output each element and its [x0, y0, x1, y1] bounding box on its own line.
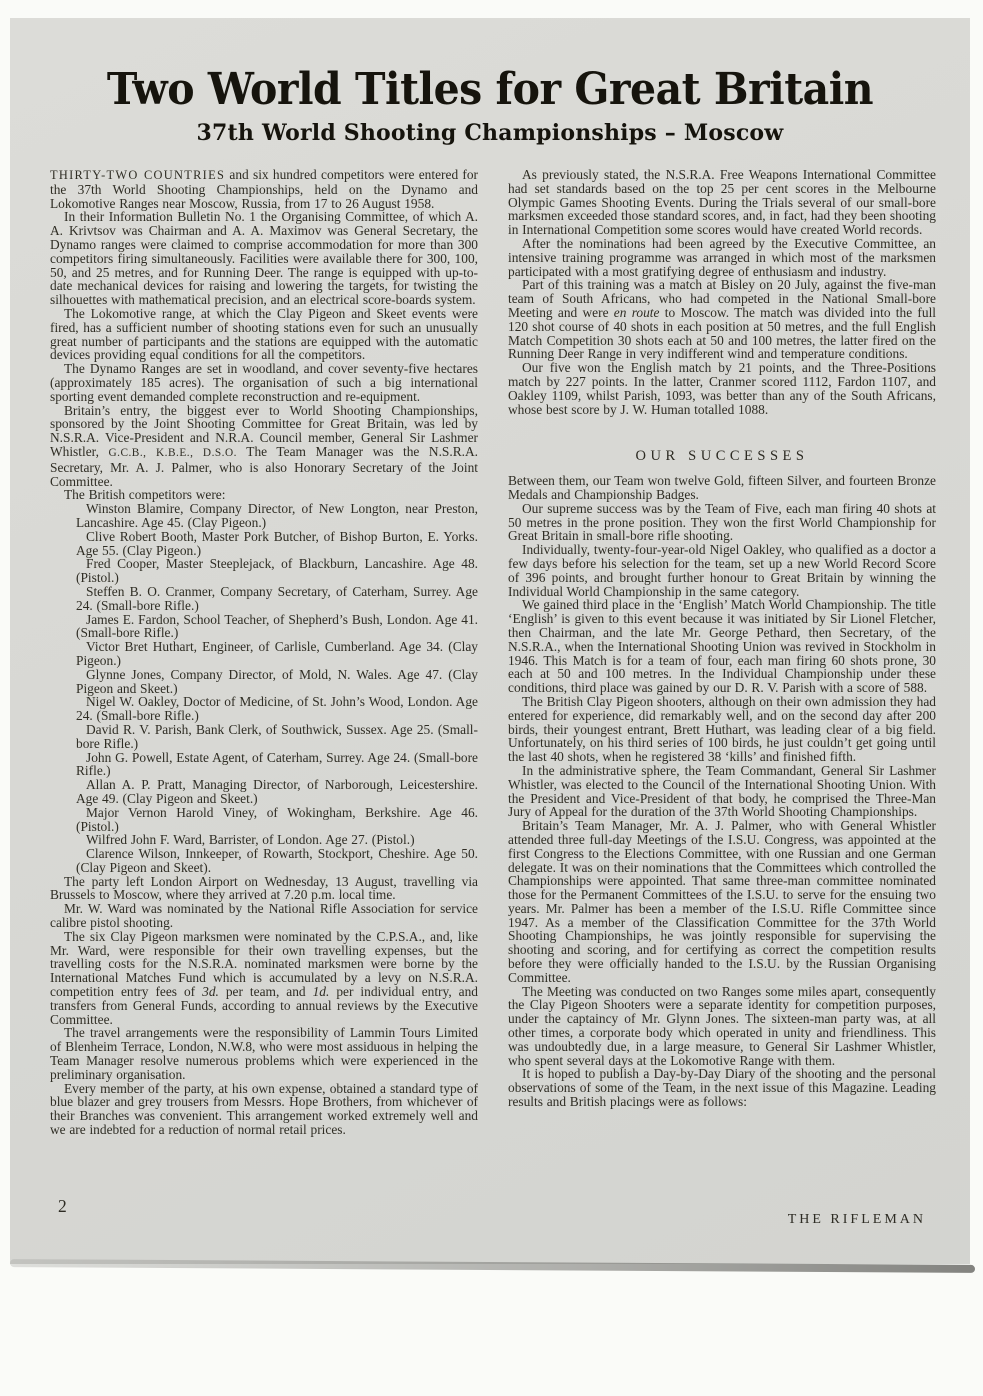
paragraph: Every member of the party, at his own expense, obtained a standard type of blue blazer and grey trousers from Messrs. Hope Brothers, from whichever of their Branches was convenient. This arrangement worked extremely well and we are indebted for a reduction of normal retail prices. — [50, 1080, 478, 1138]
paragraph: The six Clay Pigeon marksmen were nominated by the C.P.S.A., and, like Mr. Ward, were responsible for their own travelling expenses, but the travelling costs for the N.S.R.A. nominated marksmen were borne by the International Matches Fund which is accumulated by a levy on N.S.R.A. competition entry fees of 3d. per team, and 1d. per individual entry, and transfers from General Funds, according to annual reviews by the Executive Committee. — [50, 928, 479, 1027]
section-heading-our-successes: OUR SUCCESSES — [635, 448, 809, 465]
paragraph: Part of this training was a match at Bisley on 20 July, against the five-man team of South Africans, who had competed in the National Small-bore Meeting and were en route to Moscow. The match was divided into the full 120 shot course of 40 shots in each position at 50 metres, and the full English Match Competition 30 shots each at 50 and 100 metres, the latter fired on the Running Deer Range in very indifferent wind and temperature conditions. — [508, 277, 937, 362]
paragraph: Britain’s Team Manager, Mr. A. J. Palmer, who with General Whistler attended three full-day Meetings of the I.S.U. Congress, was appointed at the first Congress to the Elections Committee, with one Russian and one German delegate. It was on their nominations that the Committees which controlled the Championships were appointed. That same three-man committee nominated those for the Permanent Committees of the I.S.U. to serve for the ensuing two years. Mr. Palmer has been a member of the I.S.U. Rifle Committee since 1947. As a member of the Classification Committee for the 37th World Shooting Championships, he was jointly responsible for supervising the shooting and scoring, and for certifying as correct the competition results before they were officially handed to the I.S.U. by the Russian Organising Committee. — [508, 818, 936, 985]
paragraph: It is hoped to publish a Day-by-Day Diary of the shooting and the personal observations of some of the Team, in the next issue of this Magazine. Leading results and British placings were as follows: — [508, 1066, 936, 1110]
competitor-item: Wilfred John F. Ward, Barrister, of London. Age 27. (Pistol.) — [86, 832, 415, 848]
paragraph: We gained third place in the ‘English’ Match World Championship. The title ‘English’ is given to this event because it was initiated by Sir Lionel Fletcher, then Chairman, and the late Mr. George Pethard, then Secretary, of the N.S.R.A., when the International Shooting Union was revived in Stockholm in 1946. This Match is for a team of four, each man firing 60 shots prone, 30 each at 50 and 100 metres. In the Individual Championship under these conditions, third place was gained by our D. R. V. Parish with a score of 588. — [508, 597, 936, 696]
competitor-item: David R. V. Parish, Bank Clerk, of Southwick, Sussex. Age 25. (Small-bore Rifle.) — [76, 721, 478, 751]
competitor-list — [76, 502, 478, 875]
left-column — [50, 168, 478, 1137]
right-column — [508, 168, 936, 1137]
paragraph: The Meeting was conducted on two Ranges some miles apart, consequently the Clay Pigeon Shooters were a separate identity for competition purposes, under the captaincy of Mr. Glynn Jones. The sixteen-man party was, at all other times, a corporate body which operated in unity and friendliness. This was undoubtedly due, in a large measure, to General Sir Lashmer Whistler, who spent several days at the Lokomotive Range with them. — [508, 983, 936, 1068]
paragraph: Individually, twenty-four-year-old Nigel Oakley, who qualified as a doctor a few days before his selection for the team, set up a new World Record Score of 396 points, and brought further honour to Great Britain by winning the Individual World Championship in the same category. — [508, 542, 936, 599]
paragraph: The British Clay Pigeon shooters, although on their own admission they had entered for experience, did remarkably well, and on the second day after 200 birds, their youngest entrant, Brett Huthart, was leading clear of a big field. Unfortunately, on his third series of 100 birds, he just couldn’t get going until the last 40 shots, when he registered 38 ‘kills’ and finished fifth. — [508, 693, 936, 765]
paragraph: The Dynamo Ranges are set in woodland, and cover seventy-five hectares (approximately 185 acres). The organisation of such a big international sporting event demanded complete reconstruction and re-equipment. — [50, 361, 478, 404]
competitor-item: Glynne Jones, Company Director, of Mold, N. Wales. Age 47. (Clay Pigeon and Skeet.) — [76, 666, 478, 696]
competitors-intro: The British competitors were: — [64, 487, 226, 503]
competitor-item: Major Vernon Harold Viney, of Wokingham, Berkshire. Age 46. (Pistol.) — [76, 804, 478, 834]
paragraph: Between them, our Team won twelve Gold, fifteen Silver, and fourteen Bronze Medals and Championship Badges. — [508, 473, 936, 502]
paragraph: The travel arrangements were the responsibility of Lammin Tours Limited of Blenheim Terrace, London, N.W.8, who were most assiduous in helping the Team Manager resolve numerous problems which were experienced in the preliminary organisation. — [50, 1025, 478, 1082]
competitor-item: James E. Fardon, School Teacher, of Shepherd’s Bush, London. Age 41. (Small-bore Rifle.) — [76, 611, 478, 641]
paragraph-intro: THIRTY-TWO COUNTRIES and six hundred competitors were entered for the 37th World Shooting Championships, held on the Dynamo and Lokomotive Ranges near Moscow, Russia, from 17 to 26 August 1958. — [50, 167, 478, 211]
competitor-item: Clarence Wilson, Innkeeper, of Rowarth, Stockport, Cheshire. Age 50. (Clay Pigeon and Skeet). — [76, 846, 478, 875]
competitor-item: John G. Powell, Estate Agent, of Caterham, Surrey. Age 24. (Small-bore Rifle.) — [76, 749, 478, 779]
article-subtitle: 37th World Shooting Championships – Moscow — [196, 120, 784, 147]
paragraph: Our five won the English match by 21 points, and the Three-Positions match by 227 points. In the latter, Cranmer scored 1112, Fardon 1107, and Oakley 1109, whilst Parish, 1093, was better than any of the South Africans, whose best score by J. W. Human totalled 1088. — [508, 360, 936, 417]
competitor-item: Allan A. P. Pratt, Managing Director, of Narborough, Leicestershire. Age 49. (Clay Pigeon and Skeet.) — [76, 777, 478, 806]
paragraph: After the nominations had been agreed by the Executive Committee, an intensive training programme was arranged in which most of the marksmen participated with a most gratifying degree of enthusiasm and industry. — [508, 236, 936, 279]
competitor-item: Steffen B. O. Cranmer, Company Secretary, of Caterham, Surrey. Age 24. (Small-bore Rifle.) — [76, 583, 478, 613]
competitor-item: Fred Cooper, Master Steeplejack, of Blackburn, Lancashire. Age 48. (Pistol.) — [76, 556, 478, 586]
paragraph: In their Information Bulletin No. 1 the Organising Committee, of which A. A. Krivtsov was Chairman and A. A. Maximov was General Secretary, the Dynamo ranges were claimed to comprise accommodation for more than 300 competitors firing simultaneously. Facilities were available there for 300, 100, 50, and 25 metres, and for Running Deer. The range is equipped with up-to-date mechanical devices for raising and lowering the targets, for twisting the silhouettes with mathematical precision, and an electrical score-boards system. — [50, 209, 478, 308]
article-title: Two World Titles for Great Britain — [106, 63, 874, 115]
article-body — [10, 168, 970, 1137]
competitor-item: Nigel W. Oakley, Doctor of Medicine, of St. John’s Wood, London. Age 24. (Small-bore Rifle.) — [76, 694, 478, 724]
magazine-name: THE RIFLEMAN — [787, 1212, 926, 1227]
competitor-item: Victor Bret Huthart, Engineer, of Carlisle, Cumberland. Age 34. (Clay Pigeon.) — [76, 639, 478, 668]
paragraph: The Lokomotive range, at which the Clay Pigeon and Skeet events were fired, has a sufficient number of shooting stations even for such an unusually great number of participants and the stations are equipped with the automatic devices providing equal conditions for all the competitors. — [50, 306, 478, 363]
paragraph: The party left London Airport on Wednesday, 13 August, travelling via Brussels to Moscow, where they arrived at 7.20 p.m. local time. — [50, 873, 478, 903]
paragraph: Britain’s entry, the biggest ever to World Shooting Championships, sponsored by the Joint Shooting Committee for Great Britain, was led by N.S.R.A. Vice-President and N.R.A. Council member, General Sir Lashmer Whistler, G.C.B., K.B.E., D.S.O. The Team Manager was the N.S.R.A. Secretary, Mr. A. J. Palmer, who is also Honorary Secretary of the Joint Committee. — [50, 402, 479, 489]
competitor-item: Winston Blamire, Company Director, of New Longton, near Preston, Lancashire. Age 45. (Clay Pigeon.) — [76, 501, 478, 530]
paragraph: Mr. W. Ward was nominated by the National Rifle Association for service calibre pistol shooting. — [50, 901, 478, 931]
paragraph: In the administrative sphere, the Team Commandant, General Sir Lashmer Whistler, was elected to the Council of the International Shooting Union. With the President and Vice-President of that body, he comprised the Three-Man Jury of Appeal for the duration of the 37th World Shooting Championships. — [508, 762, 936, 820]
page-number: 2 — [58, 1196, 67, 1216]
paragraph: Our supreme success was by the Team of Five, each man firing 40 shots at 50 metres in the prone position. They won the first World Championship for Great Britain in small-bore rifle shooting. — [508, 500, 936, 544]
competitor-item: Clive Robert Booth, Master Pork Butcher, of Bishop Burton, E. Yorks. Age 55. (Clay Pigeon.) — [76, 528, 478, 558]
scanned-page — [10, 18, 970, 1264]
article-header — [10, 18, 970, 146]
paragraph: As previously stated, the N.S.R.A. Free Weapons International Committee had set standards based on the top 25 per cent scores in the Melbourne Olympic Games Shooting Events. During the Trials several of our small-bore marksmen exceeded those standard scores, and, in fact, had they been shooting in International Competition some scores would have created World records. — [508, 167, 936, 238]
